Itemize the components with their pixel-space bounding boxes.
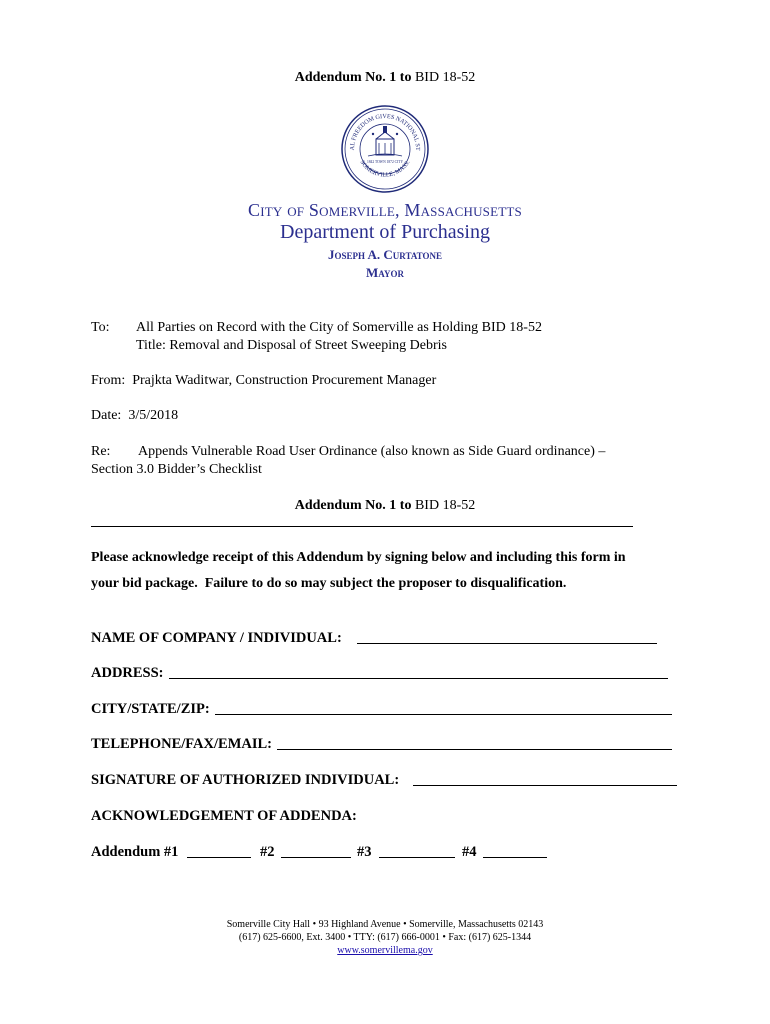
company-field[interactable]: [357, 643, 657, 644]
footer-phone: (617) 625-6600, Ext. 3400 • TTY: (617) 666-0001 • Fax: (617) 625-1344: [238, 932, 532, 943]
signature-label: SIGNATURE OF AUTHORIZED INDIVIDUAL:: [91, 772, 400, 788]
svg-text:MUNICIPAL FREEDOM GIVES NATION: AL FREEDOM GIVES NATIONAL ST: [348, 112, 422, 151]
mayor-title: Mayor: [366, 265, 404, 280]
addendum-heading-bid: BID 18-52: [411, 498, 476, 513]
ack-addenda-label: ACKNOWLEDGEMENT OF ADDENDA:: [91, 808, 357, 824]
top-addendum-bold: Addendum No. 1 to: [294, 70, 412, 85]
addendum-heading: [0, 498, 770, 514]
top-addendum-bid: BID 18-52: [411, 70, 476, 85]
department-name: Department of Purchasing: [280, 221, 490, 243]
addendum-3-field[interactable]: [379, 857, 455, 858]
re-label: Re:: [91, 444, 111, 459]
acknowledge-line-2: your bid package. Failure to do so may subject the proposer to disqualification.: [91, 576, 567, 591]
addendum-1-label: Addendum #1: [91, 844, 179, 860]
to-line-1: All Parties on Record with the City of Somerville as Holding BID 18-52: [136, 320, 542, 335]
to-line-2: Title: Removal and Disposal of Street Sweeping Debris: [136, 338, 447, 353]
footer-website-wrap: [0, 944, 770, 957]
from-line: From: Prajkta Waditwar, Construction Procurement Manager: [91, 373, 437, 388]
footer-address: Somerville City Hall • 93 Highland Avenue • Somerville, Massachusetts 02143: [226, 919, 544, 930]
date-line: Date: 3/5/2018: [91, 408, 179, 423]
address-label: ADDRESS:: [91, 665, 164, 681]
mayor-name: Joseph A. Curtatone: [327, 247, 442, 262]
signature-field[interactable]: [413, 785, 677, 786]
company-label: NAME OF COMPANY / INDIVIDUAL:: [91, 630, 342, 646]
addendum-2-field[interactable]: [281, 857, 351, 858]
addendum-3-label: #3: [357, 844, 372, 860]
top-addendum-title: [0, 70, 770, 86]
addendum-heading-bold: Addendum No. 1 to: [294, 498, 412, 513]
footer-website-link[interactable]: www.somervillema.gov: [337, 945, 433, 956]
address-field[interactable]: [169, 678, 668, 679]
addendum-4-label: #4: [462, 844, 477, 860]
re-line-2: Section 3.0 Bidder’s Checklist: [91, 462, 262, 477]
re-line-1: Appends Vulnerable Road User Ordinance (also known as Side Guard ordinance) –: [138, 444, 606, 459]
svg-text:SOMERVILLE, MASS.: SOMERVILLE, MASS.: [358, 159, 412, 179]
addendum-1-field[interactable]: [187, 857, 251, 858]
telephone-fax-email-label: TELEPHONE/FAX/EMAIL:: [91, 736, 272, 752]
city-name: City of Somerville, Massachusetts: [248, 200, 522, 220]
heading-rule: [91, 526, 633, 527]
addendum-4-field[interactable]: [483, 857, 547, 858]
acknowledge-line-1: Please acknowledge receipt of this Addendum by signing below and including this form in: [91, 550, 626, 565]
city-state-zip-label: CITY/STATE/ZIP:: [91, 701, 210, 717]
addendum-2-label: #2: [260, 844, 275, 860]
to-label: To:: [91, 320, 110, 335]
city-seal-icon: [340, 104, 430, 194]
svg-text:1842 TOWN 1872 CITY: 1842 TOWN 1872 CITY: [366, 160, 404, 164]
telephone-fax-email-field[interactable]: [277, 749, 672, 750]
city-state-zip-field[interactable]: [215, 714, 672, 715]
